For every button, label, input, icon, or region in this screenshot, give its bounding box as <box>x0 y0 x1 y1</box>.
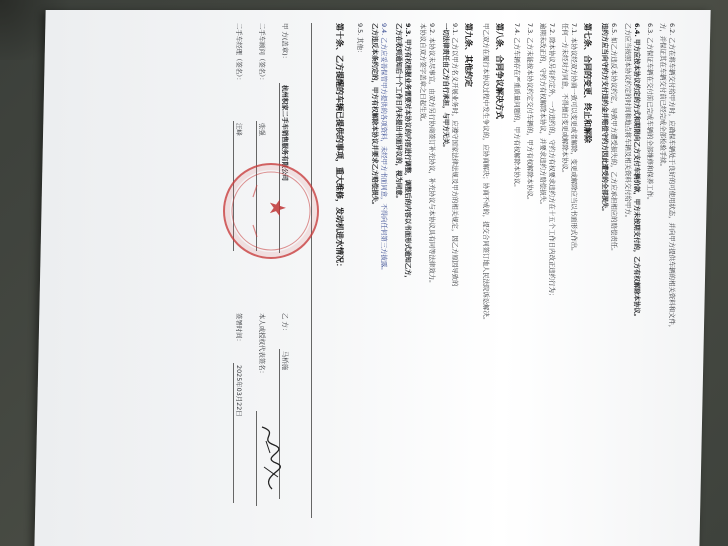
clause-9-3-line2: 乙方在收到通知后十个工作日内未提出书面异议的，视为同意。 <box>395 23 403 202</box>
sign-date-label: 签署时间： <box>235 313 243 345</box>
handwritten-signature <box>254 423 284 493</box>
clause-7-1-line2: 任何一方未经对方同意，不得擅自变更或解除本协议。 <box>561 23 569 177</box>
company-seal <box>223 163 319 259</box>
clause-6-2-line2: 方，并保证其在车辆交付前已经完成全部检验手续。 <box>659 23 667 170</box>
party-a-label: 甲 方(盖章)： <box>281 23 289 62</box>
party-b-value: 马桥施 <box>281 351 289 371</box>
clause-9-2-line2: 本协议自双方签字盖章之日起生效。 <box>419 23 427 126</box>
sign-date-underline <box>233 363 234 503</box>
article-10-title: 第十条、乙方提醒的车辆已提供的事项，重大维修，发动机进水情况： <box>335 23 344 271</box>
clause-6-4-line2: 乙方应当按照本协议约定的时间和地点将车辆及相关资料交付给甲方。 <box>624 23 632 222</box>
clause-7-1-line1: 7.1. 本协议经双方协商一致可以变更或者解除，变更或解除应当以书面形式作出。 <box>570 23 578 255</box>
article-7-title: 第七条、合同的变更、终止和解除 <box>583 23 592 143</box>
clause-6-4-line1: 6.4. 甲方应按本协议约定的方式和期限向乙方支付车辆价款，甲方未按期支付的，乙方有权解除本协议。 <box>633 23 641 321</box>
seal-star-icon: ★ <box>264 198 289 218</box>
party-a-value: 杭州积家二手车销售服务有限公司 <box>281 85 289 181</box>
clause-6-3: 6.3. 乙方保证车辆在交付前已完成车辆的全部维修和保养工作。 <box>646 23 654 204</box>
clause-6-5-line1: 6.5. 如乙方违反本协议约定，导致甲方遭受损失的，乙方应承担相应的赔偿责任。 <box>610 23 618 255</box>
clause-9-1-line2: 一切法律责任由乙方自行承担，与甲方无关。 <box>442 23 450 151</box>
clause-6-2-line1: 6.2. 乙方在将车辆交付给甲方时，应确保车辆处于良好的可使用状态，并向甲方提供车辆的相关资料和文件， <box>668 23 676 332</box>
clause-7-4: 7.4. 乙方车辆存在严重质量问题的，甲方有权解除本协议。 <box>513 23 521 191</box>
clause-9-4-line1: 9.4. 乙方应妥善保管甲方提供的各项资料，未经甲方书面同意，不得向任何第三方披露。 <box>380 23 388 274</box>
article-8-title: 第八条、合同争议解决方式 <box>495 23 504 119</box>
article-8-text: 甲乙双方在履行本协议过程中发生争议的，应协商解决；协商不成的，提交合同签订地人民法院诉讼解决。 <box>482 23 490 324</box>
rotated-document-text <box>64 13 684 533</box>
manager-label: 二手车经理（签名）： <box>235 23 243 84</box>
article-9-title: 第九条、其他约定 <box>464 23 473 87</box>
clause-9-3-line1: 9.3. 甲方有权根据业务需要对本协议的内容进行调整，调整后的内容以书面形式通知乙方， <box>404 23 412 282</box>
clause-9-5: 9.5. 其他： <box>356 23 364 57</box>
clause-6-5-line2: 违约方应当向守约方支付违约金并赔偿守约方因此遭受的全部损失。 <box>601 23 609 215</box>
clause-7-2-line1: 7.2. 除本协议另有约定外，一方违约的，守约方有权要求违约方在十五个工作日内改正违约行为； <box>548 23 556 300</box>
manager-value: 汪峰 <box>235 123 243 136</box>
clause-9-4-line2: 乙方违反本条约定的，甲方有权解除本协议并要求乙方赔偿损失。 <box>371 23 379 209</box>
clause-9-2-line1: 9.2. 本协议未尽事宜，由双方另行协商签订补充协议，补充协议与本协议具有同等法律效力。 <box>428 23 436 287</box>
clause-7-2-line2: 逾期未改正的，守约方有权解除本协议，并要求违约方赔偿损失。 <box>539 23 547 209</box>
clause-9-1-line1: 9.1. 乙方以甲方名义开展业务时，应遵守国家法律法规及甲方的相关规定，因乙方原因导致的 <box>451 23 459 287</box>
sign-date-value: 2025年03月22日 <box>235 365 243 417</box>
clause-7-3: 7.3. 乙方未能按本协议约定交付车辆的，甲方有权解除本协议。 <box>526 23 534 204</box>
article-10-fill-line <box>311 23 312 518</box>
party-b-label: 乙 方： <box>281 313 289 335</box>
representative-label: 本人或授权代表签名： <box>258 313 266 377</box>
consultant-label: 二手车顾问（签名）： <box>258 23 266 84</box>
consultant-value: 张强 <box>258 123 266 136</box>
